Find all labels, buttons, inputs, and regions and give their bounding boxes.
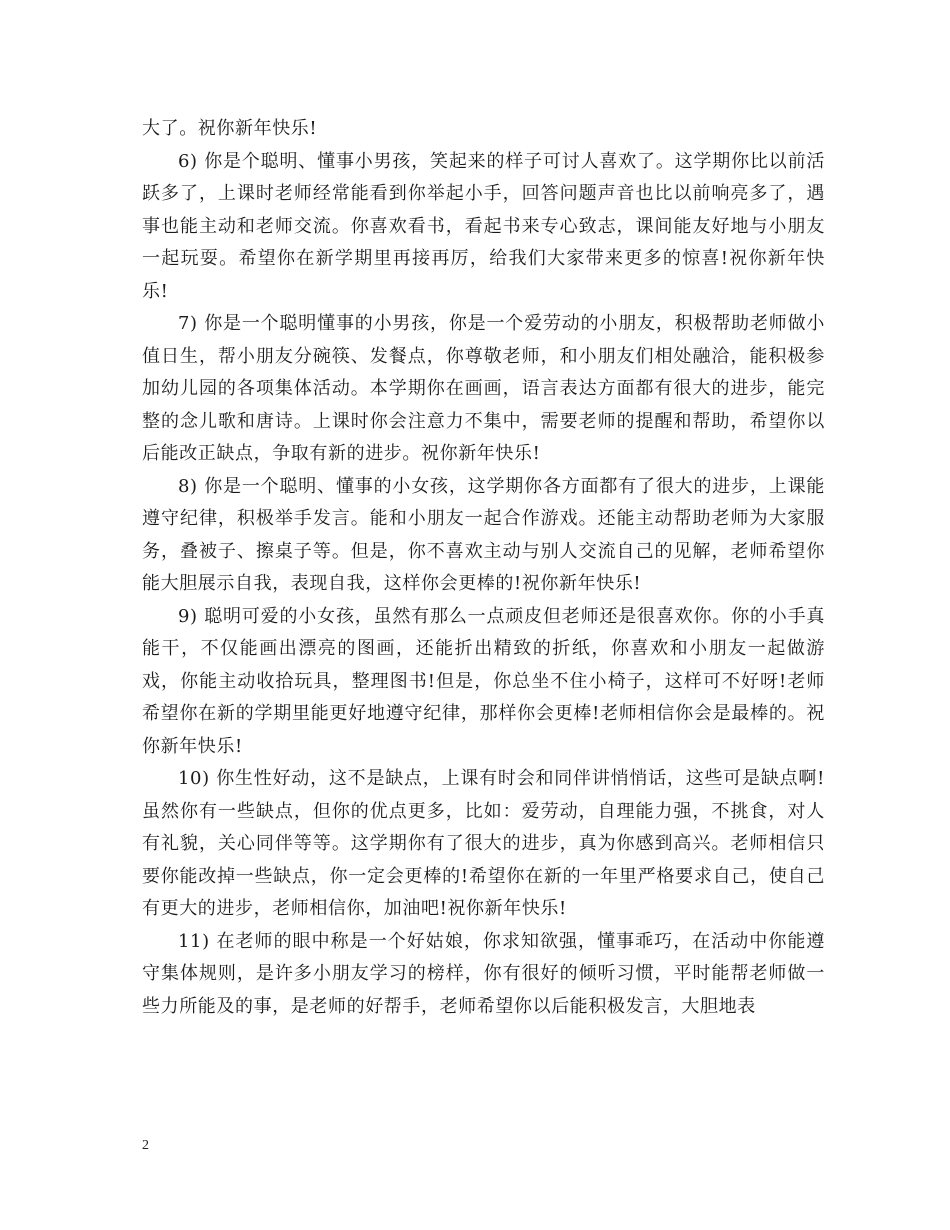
paragraph-item-9: 9) 聪明可爱的小女孩，虽然有那么一点顽皮但老师还是很喜欢你。你的小手真能干，不仅能画出漂亮的图画，还能折出精致的折纸，你喜欢和小朋友一起做游戏，你能主动收拾玩具，整理图书!但是，你总坐不住小椅子，这样可不好呀!老师希望你在新的学期里能更好地遵守纪律，那样你会更棒!老师相信你会是最棒的。祝你新年快乐! [142,605,825,757]
document-body [142,113,825,1023]
paragraph-item-7: 7) 你是一个聪明懂事的小男孩，你是一个爱劳动的小朋友，积极帮助老师做小值日生，帮小朋友分碗筷、发餐点，你尊敬老师，和小朋友们相处融洽，能积极参加幼儿园的各项集体活动。本学期你在画画，语言表达方面都有很大的进步，能完整的念儿歌和唐诗。上课时你会注意力不集中，需要老师的提醒和帮助，希望你以后能改正缺点，争取有新的进步。祝你新年快乐! [142,313,825,464]
paragraph-item-11: 11) 在老师的眼中称是一个好姑娘，你求知欲强，懂事乖巧，在活动中你能遵守集体规则，是许多小朋友学习的榜样，你有很好的倾听习惯，平时能帮老师做一些力所能及的事，是老师的好帮手，老师希望你以后能积极发言，大胆地表 [142,930,825,1017]
page-number: 2 [142,1138,149,1153]
paragraph-item-10: 10) 你生性好动，这不是缺点，上课有时会和同伴讲悄悄话，这些可是缺点啊!虽然你有一些缺点，但你的优点更多，比如：爱劳动，自理能力强，不挑食，对人有礼貌，关心同伴等等。这学期你有了很大的进步，真为你感到高兴。老师相信只要你能改掉一些缺点，你一定会更棒的!希望你在新的一年里严格要求自己，使自己有更大的进步，老师相信你，加油吧!祝你新年快乐! [142,768,825,919]
paragraph-continuation: 大了。祝你新年快乐! [142,118,318,139]
paragraph-item-8: 8) 你是一个聪明、懂事的小女孩，这学期你各方面都有了很大的进步，上课能遵守纪律，积极举手发言。能和小朋友一起合作游戏。还能主动帮助老师为大家服务，叠被子、擦桌子等。但是，你不喜欢主动与别人交流自己的见解，老师希望你能大胆展示自我，表现自我，这样你会更棒的!祝你新年快乐! [142,475,825,594]
paragraph-item-6: 6) 你是个聪明、懂事小男孩，笑起来的样子可讨人喜欢了。这学期你比以前活跃多了，上课时老师经常能看到你举起小手，回答问题声音也比以前响亮多了，遇事也能主动和老师交流。你喜欢看书，看起书来专心致志，课间能友好地与小朋友一起玩耍。希望你在新学期里再接再厉，给我们大家带来更多的惊喜!祝你新年快乐! [142,150,825,302]
